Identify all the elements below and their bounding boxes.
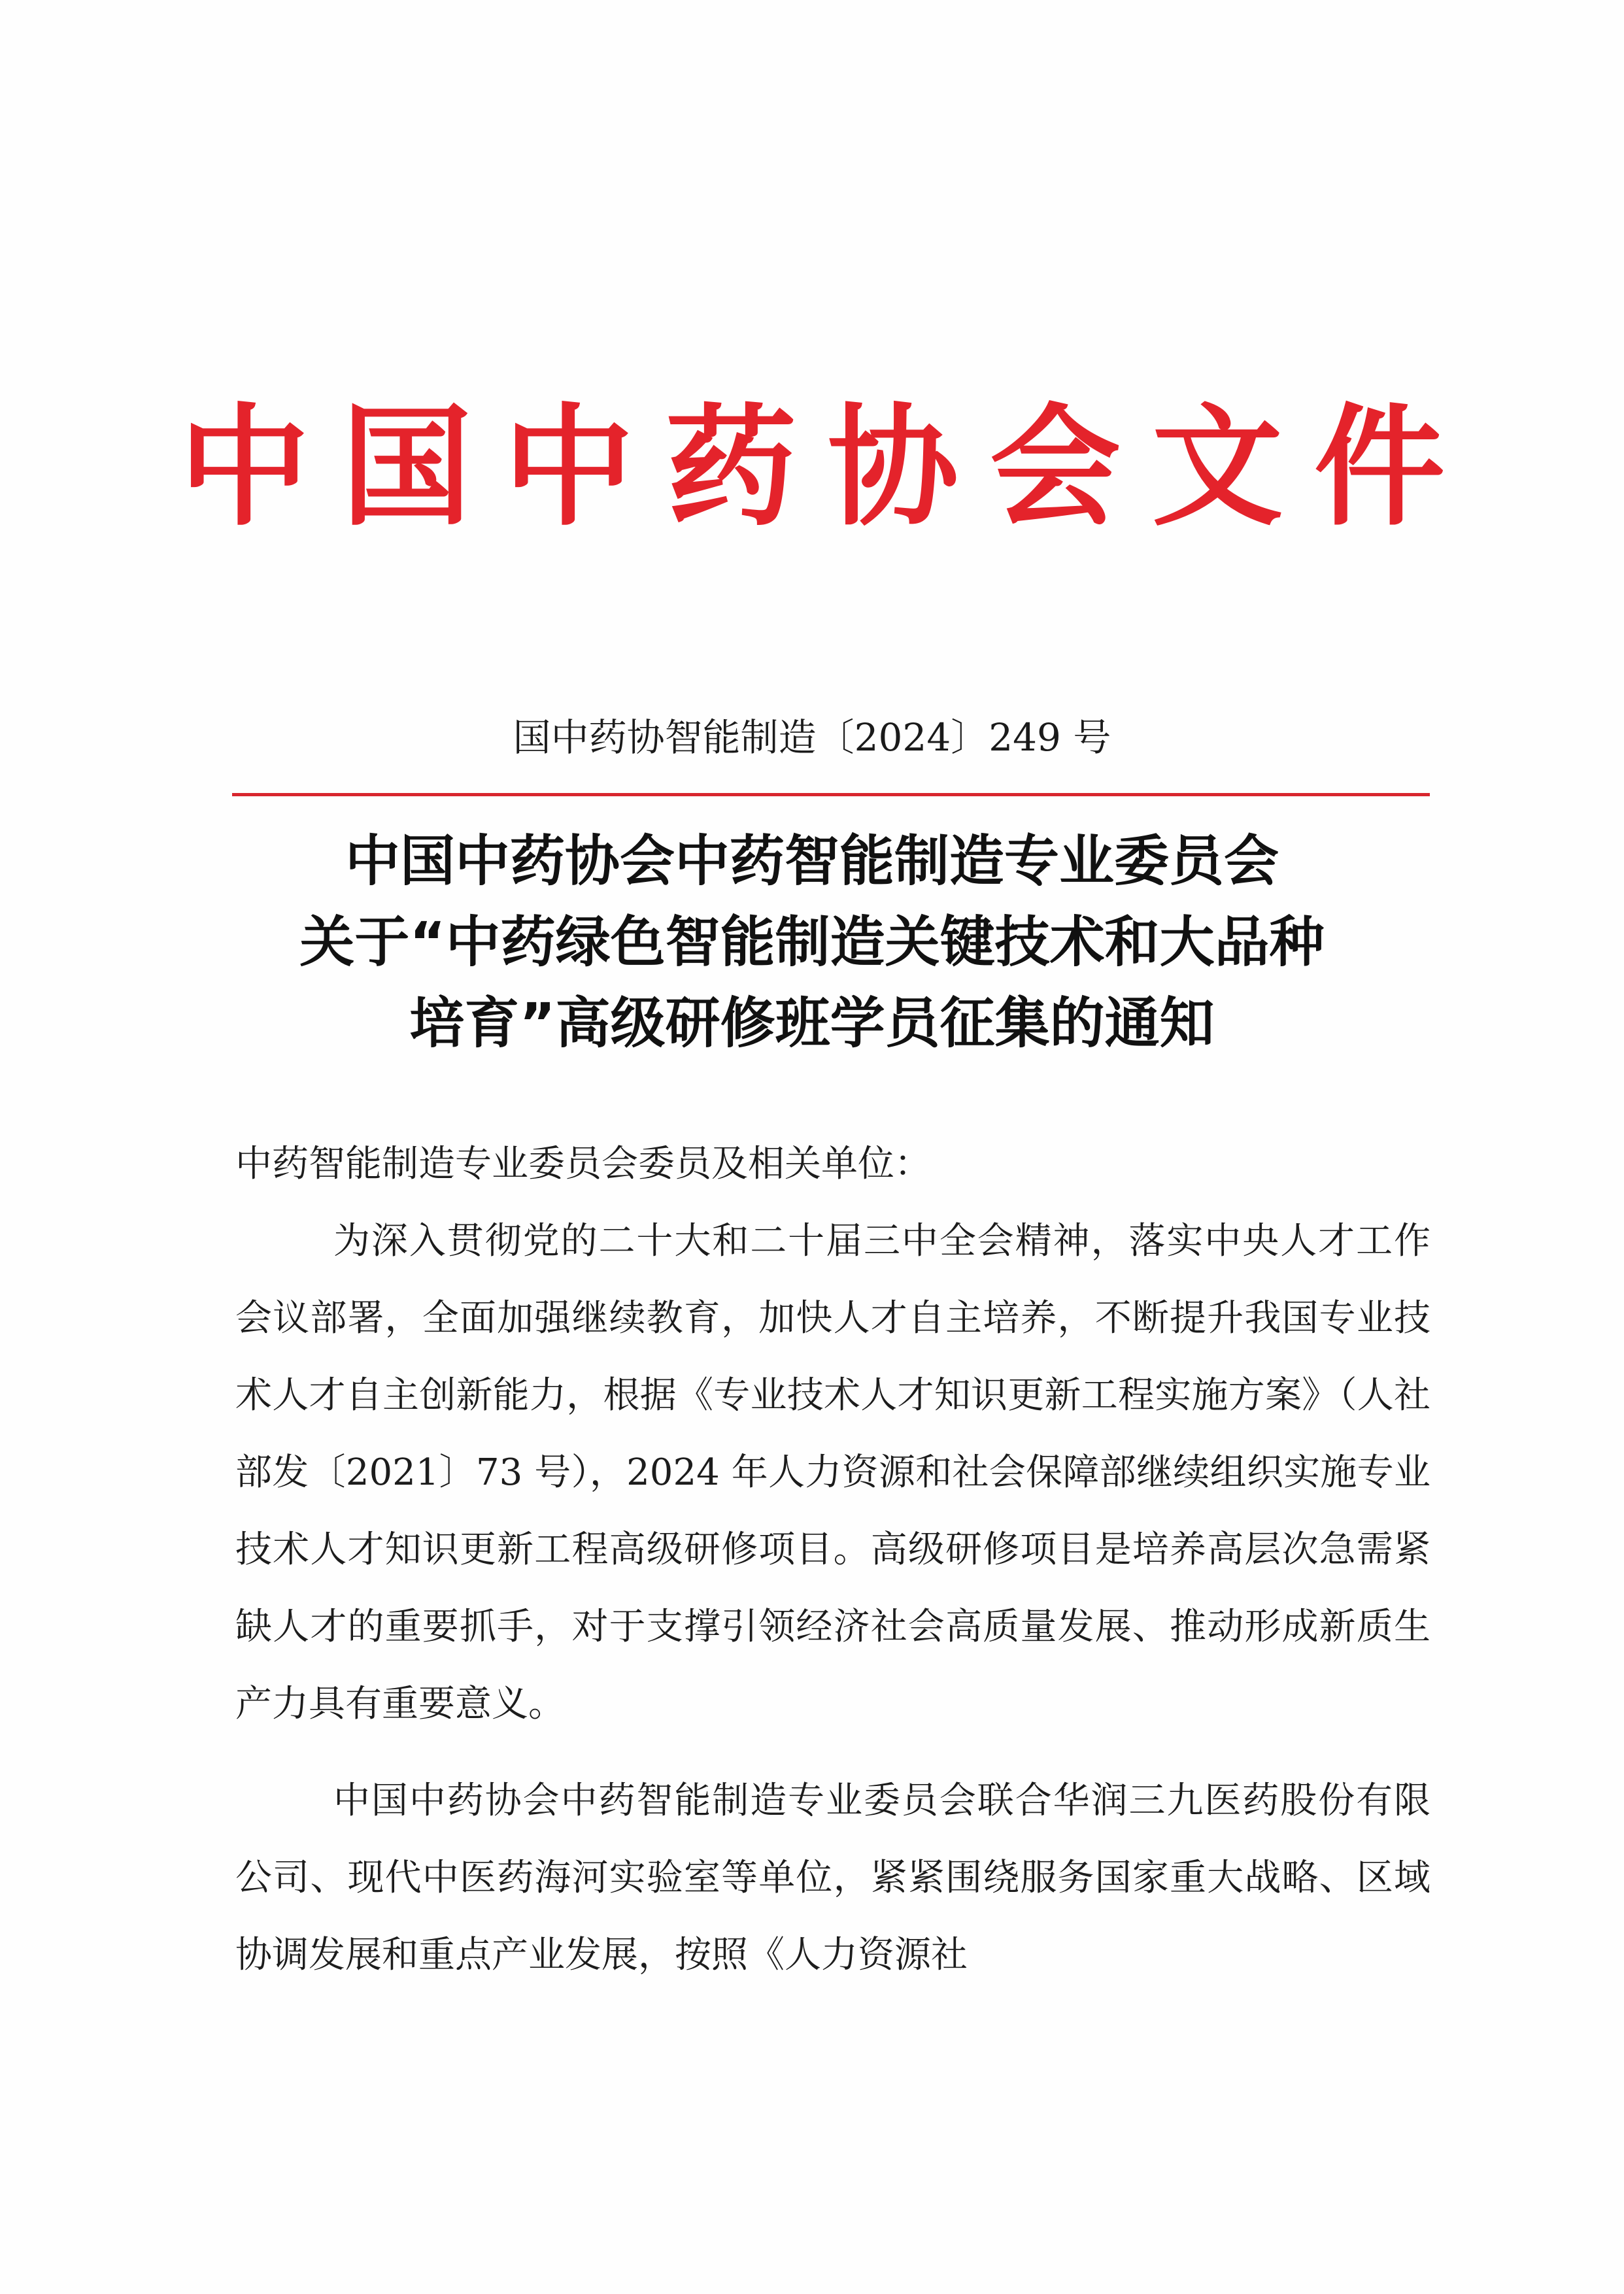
title-line-1: 中国中药协会中药智能制造专业委员会: [345, 829, 1279, 893]
notice-body: [235, 1126, 1430, 1994]
masthead-title: 中国中药协会文件: [178, 390, 1476, 544]
body-paragraph-1: 为深入贯彻党的二十大和二十届三中全会精神，落实中央人才工作会议部署，全面加强继续教育，加快人才自主培养，不断提升我国专业技术人才自主创新能力，根据《专业技术人才知识更新工程实施方案》（人社部发〔2021〕73 号），2024 年人力资源和社会保障部继续组织实施专业技术人才知识更新工程高级研修项目。高级研修项目是培养高层次急需紧缺人才的重要抓手，对于支撑引领经济社会高质量发展、推动形成新质生产力具有重要意义。: [235, 1220, 1430, 1725]
title-line-3: 培育”高级研修班学员征集的通知: [409, 991, 1215, 1055]
salutation: 中药智能制造专业委员会委员及相关单位：: [235, 1143, 931, 1185]
red-divider-line: [232, 793, 1430, 796]
body-paragraph-2: 中国中药协会中药智能制造专业委员会联合华润三九医药股份有限公司、现代中医药海河实验室等单位，紧紧围绕服务国家重大战略、区域协调发展和重点产业发展，按照《人力资源社: [235, 1780, 1430, 1976]
notice-title: [196, 820, 1428, 1064]
document-number: 国中药协智能制造〔2024〕249 号: [513, 715, 1111, 760]
title-line-2: 关于“中药绿色智能制造关键技术和大品种: [299, 910, 1325, 974]
